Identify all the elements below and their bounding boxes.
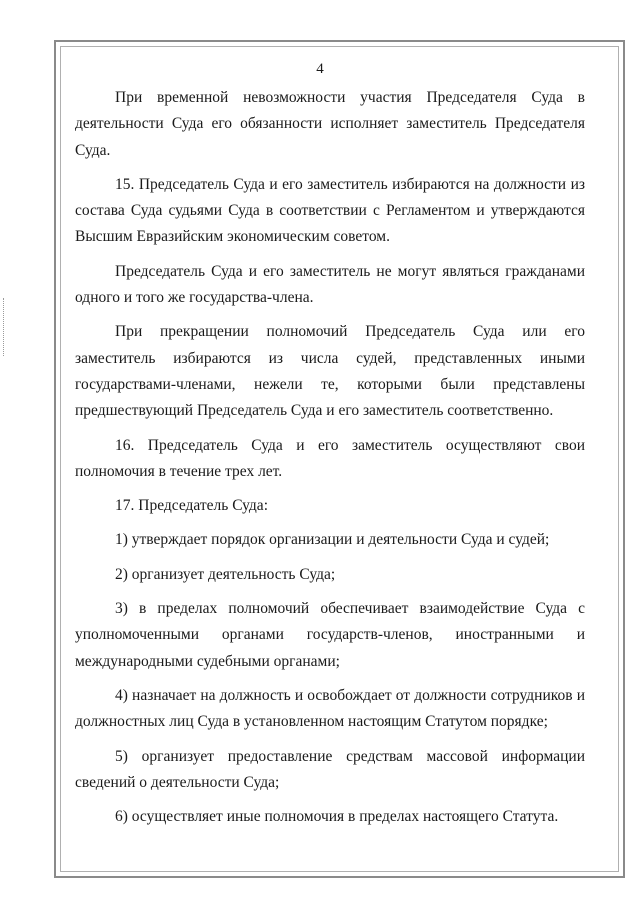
page-number: 4 [316, 61, 324, 77]
paragraph-deputy-acting: При временной невозможности участия Председателя Суда в деятельности Суда его обязанности исполняет заместитель Председателя Суда. [75, 89, 585, 159]
list-item-2: 2) организует деятельность Суда; [115, 565, 336, 583]
list-item-3: 3) в пределах полномочий обеспечивает взаимодействие Суда с уполномоченными органами государств-членов, иностранными и международными судебными органами; [75, 600, 585, 670]
document-body [75, 85, 585, 838]
list-item-6: 6) осуществляет иные полномочия в пределах настоящего Статута. [115, 808, 559, 826]
paragraph-16-term: 16. Председатель Суда и его заместитель осуществляют свои полномочия в течение трех лет. [75, 436, 585, 480]
paragraph-17-heading: 17. Председатель Суда: [115, 497, 268, 515]
list-item-1: 1) утверждает порядок организации и деятельности Суда и судей; [115, 531, 550, 549]
paragraph-termination: При прекращении полномочий Председатель Суда или его заместитель избираются из числа судей, представленных иными государствами-членами, нежели те, которыми были представлены предшествующий Председатель Суда и его заместитель соответственно. [75, 323, 585, 420]
list-item-5: 5) организует предоставление средствам массовой информации сведений о деятельности Суда; [75, 747, 585, 791]
scan-margin-mark [3, 298, 5, 356]
paragraph-citizenship: Председатель Суда и его заместитель не могут являться гражданами одного и того же государства-члена. [75, 262, 585, 307]
paragraph-15-election: 15. Председатель Суда и его заместитель избираются на должности из состава Суда судьями Суда в соответствии с Регламентом и утверждаются Высшим Евразийским экономическим советом. [75, 175, 585, 246]
list-item-4: 4) назначает на должность и освобождает от должности сотрудников и должностных лиц Суда в установленном настоящим Статутом порядке; [75, 686, 585, 731]
